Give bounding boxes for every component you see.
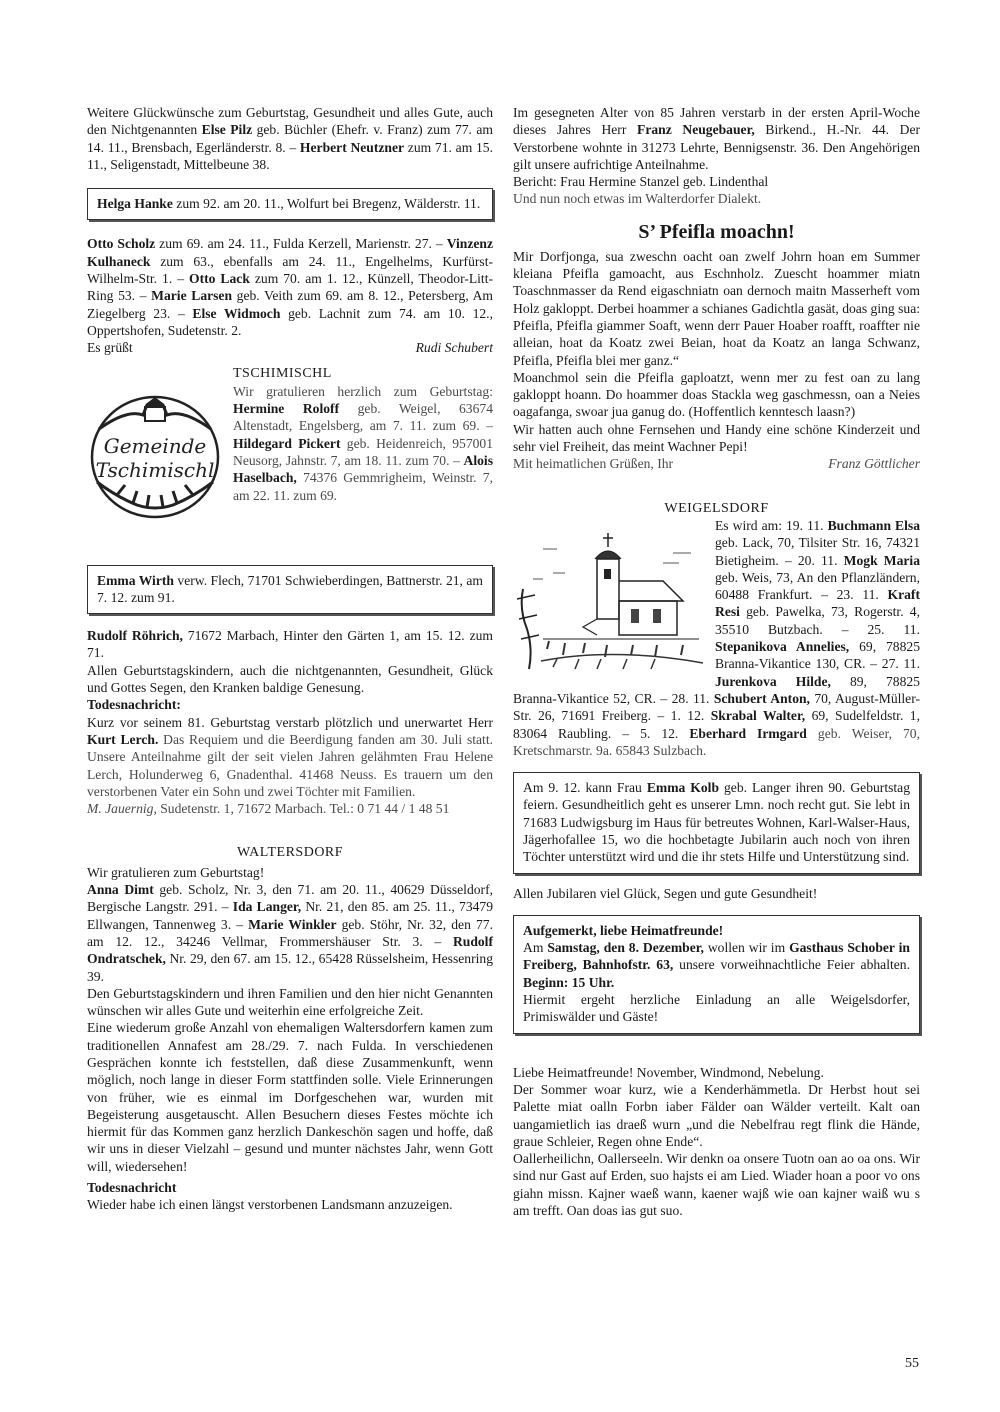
obituary-neugebauer: Im gesegneten Alter von 85 Jahren verstarb in der ersten April-Woche dieses Jahres Herr Franz Neugebauer, Birkend., H.-Nr. 44. Der Verstorbene wohnte in 31273 Lehrte, Bennigsenstr. 36. Den Angehörigen gilt unsere aufrichtige Anteilnahme.	[513, 105, 920, 172]
weigelsdorf-birthdays: Es wird am: 19. 11. Buchmann Elsa geb. Lack, 70, Tilsiter Str. 16, 74321 Bietigheim. – 20. 11. Mogk Maria geb. Weis, 73, An den Pflanzländern, 60488 Frankfurt. – 23. 11. Kraft Resi geb. Pawelka, 73, Rogerstr. 4, 35510 Butzbach. – 25. 11. Stepanikova Annelies, 69, 78825 Branna-Vikantice 130, CR. – 27. 11. Jurenkova Hilde, 89, 78825 Branna-Vikantice 52, CR. – 28. 11. Schubert Anton, 70, August-Müller-Str. 26, 71691 Freiberg. – 1. 12. Skrabal Walter, 69, Sudelfeldstr. 1, 83064 Raubling. – 5. 12. Eberhard Irmgard geb. Weiser, 70, Kretschmarstr. 9a. 65843 Sulzbach.	[513, 517, 920, 758]
dialect-intro: Und nun noch etwas im Walterdorfer Dialekt.	[513, 191, 762, 207]
event-invitation: Hiermit ergeht herzliche Einladung an alle Weigelsdorfer, Primiswälder und Gäste!	[523, 992, 910, 1025]
story-paragraph-2: Moanchmol sein die Pfeifla gaploatzt, wenn mer zu fest oan zu lang gakloppt hoann. Do hoammer doas Stackla weg gaschmessn, oan a Neies oagafanga, swoar jua ganug do. (Hoffentlich kenntesch laasn?)	[513, 369, 920, 420]
church-icon	[513, 529, 709, 675]
birthday-list: Otto Scholz zum 69. am 24. 11., Fulda Kerzell, Marienstr. 27. – Vinzenz Kulhaneck zum 63., ebenfalls am 24. 11., Engelhelms, Kurfürst-Wilhelm-Str. 1. – Otto Lack zum 70. am 1. 12., Künzell, Theodor-Litt-Ring 53. – Marie Larsen geb. Veith zum 69. am 8. 12., Petersberg, Am Ziegelberg 23. – Else Widmoch geb. Lachnit zum 74. am 10. 12., Oppertshofen, Sudetenstr. 2.	[87, 236, 494, 338]
story-title: S’ Pfeifla moachn!	[638, 220, 795, 243]
report-line: Bericht: Frau Hermine Stanzel geb. Lindenthal	[513, 174, 769, 190]
tschimischl-text: Wir gratulieren herzlich zum Geburtstag: Hermine Roloff geb. Weigel, 63674 Altenstadt, Engelsberg, am 7. 11. zum 69. – Hildegard Pickert geb. Heidenreich, 957001 Neusorg, Jahnstr. 7, am 18. 11. zum 70. – Alois Haselbach, 74376 Gemmrigheim, Weinstr. 7, am 22. 11. zum 69.	[233, 383, 493, 503]
story-paragraph-1: Mir Dorfjonga, sua zweschn oacht oan zwelf Johrn hoan em Summer kleiana Pfeifla gamoacht, aus Eschnholz. Zuescht hoammer miatn Toaschnmasser da Rend eigaschniatn oan dernoch maitn Masserheft vom Holz gakloppt. Derbei hoammer a schianes Gadichtla gasät, doas ging sua: Pfeifla, Pfeifla giammer Soaft, wenn derr Pauer Hoaber roafft, roaffter nie alleian, hoat da Koatz zwei Beian, hoat da Koatz an langa Schwanz, Pfeifla, Pfeifla blei mer ganz.“	[513, 248, 920, 368]
waltersdorf-para1: Den Geburtstagskindern und ihren Familien und den hier nicht Genannten wünschen wir alles Gute und weiterhin eine erfolgreiche Zeit.	[87, 985, 493, 1019]
seal-text-1: Gemeinde	[103, 433, 207, 458]
waltersdorf-death-text: Wieder habe ich einen längst verstorbenen Landsmann anzuzeigen.	[87, 1197, 453, 1213]
closing-paragraph-1: Liebe Heimatfreunde! November, Windmond, Nebelung.	[513, 1064, 824, 1080]
section-title-tschimischl: TSCHIMISCHL	[233, 365, 332, 381]
rudolf-entry: Rudolf Röhrich, 71672 Marbach, Hinter den Gärten 1, am 15. 12. zum 71.	[87, 628, 493, 661]
event-announcement-box	[513, 915, 920, 1034]
waltersdorf-death-heading: Todesnachricht	[87, 1180, 177, 1196]
death-notice: Kurz vor seinem 81. Geburtstag verstarb plötzlich und unerwartet Herr Kurt Lerch. Das Requiem und die Beerdigung fanden am 30. Juli statt. Unsere Anteilnahme gilt der seit vielen Jahren gelähmten Frau Helene Lerch, Holunderweg 6, Gnadenthal. 41468 Neuss. Es trauern um den verstorbenen Vater ein Sohn und zwei Töchter mit Familien.	[87, 714, 493, 799]
jubilare-wishes: Allen Jubilaren viel Glück, Segen und gute Gesundheit!	[513, 885, 818, 901]
closing-paragraph-2: Der Sommer woar kurz, wie a Kenderhämmetla. Dr Herbst hout sei Palette miat oalln Forbn iaber Fälder oan Wälder verteilt. Kalt oan uangamietlich ias draeß wurn „und die Nebelfrau regt flink die Hände, graue Schleier, Regen ohne Ende“.	[513, 1081, 920, 1149]
section-title-weigelsdorf: WEIGELSDORF	[664, 500, 769, 516]
birthday-box-kolb: Am 9. 12. kann Frau Emma Kolb geb. Langer ihren 90. Geburtstag feiern. Gesundheitlich geht es unserer Lmn. noch recht gut. Sie lebt in 71683 Ludwigsburg im Haus für betreutes Wohnen, Karl-Walser-Haus, Jägerhofallee 15, wo die hochbetagte Jubilarin auch noch von ihren Töchter unterstützt wird und die ihr stets Hilfe und Unterstützung sind.	[513, 772, 920, 873]
right-column	[513, 104, 920, 1219]
waltersdorf-para2: Eine wiederum große Anzahl von ehemaligen Waltersdorfern kamen zum traditionellen Annafest am 28./29. 7. nach Fulda. In verschiedenen Gesprächen konnte ich feststellen, daß diese Zusammenkunft, wenn möglich, noch lange in dieser Form stattfinden solle. Viele Erinnerungen von früher, wie es einmal im Dorfgeschehen war, wurden mit Begeisterung ausgetauscht. Allen Besuchern dieses Festes möchte ich hiermit für das Kommen ganz herzlich Dankeschön sagen und hoffe, daß wir uns in dieser Vielzahl – gesund und munter nächstes Jahr, wenn Gott will, wiedersehen!	[87, 1020, 493, 1174]
birthday-box-emma: Emma Wirth verw. Flech, 71701 Schwieberdingen, Battnerstr. 21, am 7. 12. zum 91.	[87, 565, 493, 615]
birthday-box-helga: Helga Hanke zum 92. am 20. 11., Wolfurt bei Bregenz, Wälderstr. 11.	[87, 188, 493, 220]
death-heading: Todesnachricht:	[87, 697, 181, 713]
church-image	[513, 529, 709, 675]
intro-paragraph: Weitere Glückwünsche zum Geburtstag, Gesundheit und alles Gute, auch den Nichtgenannten Else Pilz geb. Büchler (Ehefr. v. Franz) zum 77. am 14. 11., Brensbach, Egerländerstr. 8. – Herbert Neutzner zum 71. am 15. 11., Seligenstadt, Mittelbeune 38.	[87, 105, 493, 172]
event-heading: Aufgemerkt, liebe Heimatfreunde!	[523, 922, 724, 938]
weigelsdorf-section	[513, 517, 920, 759]
death-signature: M. Jauernig, Sudetenstr. 1, 71672 Marbach. Tel.: 0 71 44 / 1 48 51	[87, 801, 450, 817]
municipal-seal-icon	[87, 387, 223, 527]
closing-paragraph-3: Oallerheilichn, Oallerseeln. Wir denkn oa onsere Tuotn oan ao oa ons. Wir sind nur Gast auf Erden, suo hajsts ei am Lied. Wiader hoan a poor vo ons giahn missn. Kajner waeß wann, kaener wajß wie oan kajner waiß wu s am trefft. Oan doas ias gut suo.	[513, 1151, 920, 1219]
wishes-text: Allen Geburtstagskindern, auch die nichtgenannten, Gesundheit, Glück und Gottes Segen, den Kranken baldige Genesung.	[87, 662, 493, 696]
signature-line: Es grüßt Rudi Schubert	[87, 340, 493, 356]
story-paragraph-3: Wir hatten auch ohne Fernsehen und Handy eine schöne Kinderzeit und sehr viel Freiheit, das meint Wachner Pepi!	[513, 421, 920, 455]
event-text: Am Samstag, den 8. Dezember, wollen wir im Gasthaus Schober in Freiberg, Bahnhofstr. 63, unsere vorweihnachtliche Feier abhalten. Beginn: 15 Uhr.	[523, 940, 910, 990]
left-column	[87, 104, 493, 1214]
stamp-image	[87, 365, 227, 557]
story-signature: Mit heimatlichen Grüßen, Ihr Franz Göttlicher	[513, 456, 920, 472]
page-number: 55	[905, 1356, 919, 1371]
section-title-waltersdorf: WALTERSDORF	[236, 845, 344, 861]
waltersdorf-birthdays: Anna Dimt geb. Scholz, Nr. 3, den 71. am 20. 11., 40629 Düsseldorf, Bergische Langstr. 291. – Ida Langer, Nr. 21, den 85. am 25. 11., 73479 Ellwangen, Tannenweg 3. – Marie Winkler geb. Stöhr, Nr. 32, den 77. am 12. 12., 34246 Vellmar, Frommershäuser Str. 3. – Rudolf Ondratschek, Nr. 29, den 67. am 15. 12., 65428 Rüsselsheim, Hessenring 39.	[87, 882, 494, 984]
seal-text-2: Tschimischl	[95, 457, 215, 482]
waltersdorf-congrats: Wir gratulieren zum Geburtstag!	[87, 864, 265, 880]
tschimischl-section	[87, 365, 493, 557]
